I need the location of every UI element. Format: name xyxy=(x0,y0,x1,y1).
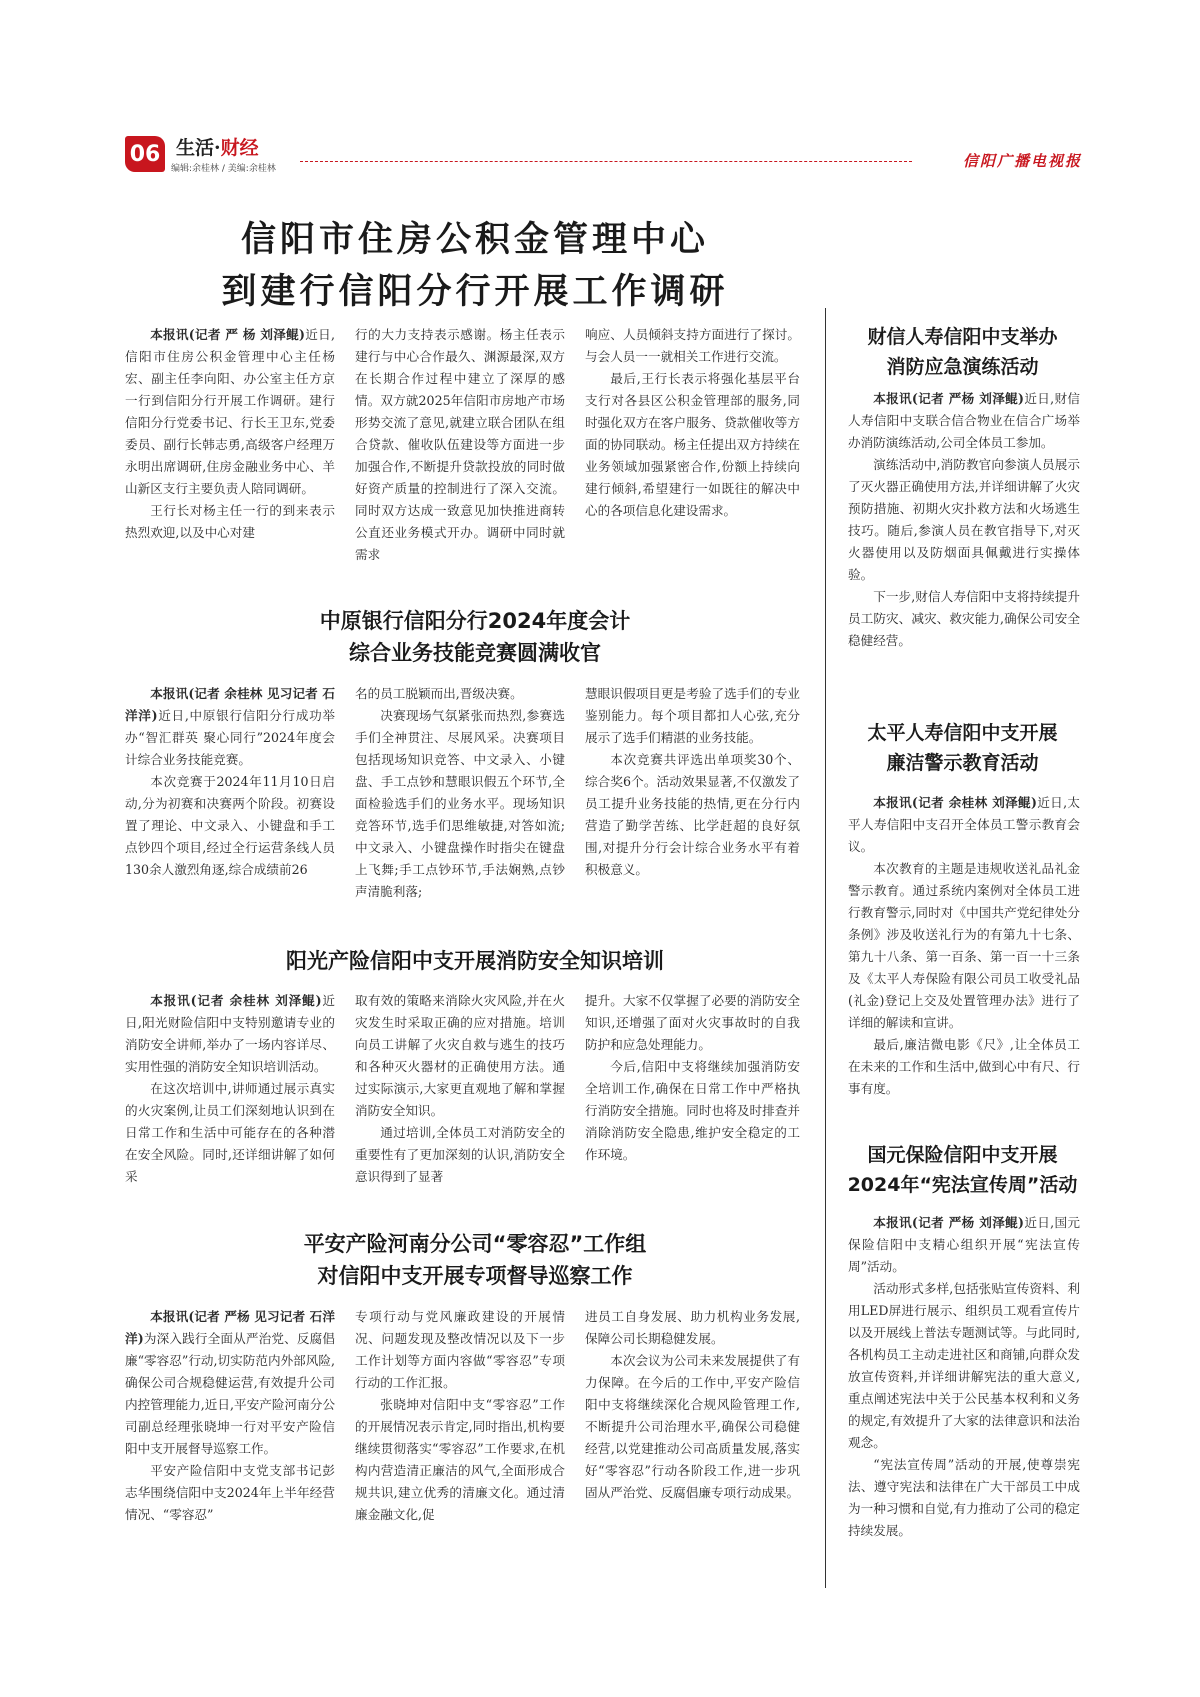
article2-byline: 本报讯(记者 余桂林 见习记者 石洋洋) xyxy=(125,686,335,723)
page-number: 06 xyxy=(129,141,161,167)
article3-title: 阳光产险信阳中支开展消防安全知识培训 xyxy=(286,949,664,973)
article2-title-line1: 中原银行信阳分行2024年度会计 xyxy=(319,609,631,633)
article3-col2-para1: 通过培训,全体员工对消防安全的重要性有了更加深刻的认识,消防安全意识得到了显著 xyxy=(355,1125,565,1184)
section-name-b: 财经 xyxy=(220,137,259,159)
side1-para1: 近日,财信人寿信阳中支联合信合物业在信合广场举办消防演练活动,公司全体员工参加。 xyxy=(848,391,1080,450)
article3-col3 xyxy=(585,990,800,1212)
side3-para3: “宪法宣传周”活动的开展,使尊崇宪法、遵守宪法和法律在广大干部员工中成为一种习惯和自觉,有力推动了公司的稳定持续发展。 xyxy=(848,1457,1080,1538)
side1-body xyxy=(848,388,1080,710)
article4-headline xyxy=(130,1228,820,1292)
article4-col2 xyxy=(355,1306,565,1596)
article4-byline: 本报讯(记者 严杨 见习记者 石洋洋) xyxy=(125,1309,335,1346)
article2-para1: 近日,中原银行信阳分行成功举办“智汇群英 聚心同行”2024年度会计综合业务技能竞赛。 xyxy=(125,708,335,767)
side1-headline xyxy=(845,322,1080,382)
paper-name: 信阳广播电视报 xyxy=(963,152,1083,170)
side1-title-line1: 财信人寿信阳中支举办 xyxy=(867,326,1058,348)
article4-para2: 平安产险信阳中支党支部书记彭志华围绕信阳中支2024年上半年经营情况、“零容忍” xyxy=(125,1463,335,1522)
page-number-badge xyxy=(125,136,165,172)
article4-col3 xyxy=(585,1306,800,1596)
article1-headline xyxy=(130,214,820,318)
article4-col3-para0: 进员工自身发展、助力机构业务发展,保障公司长期稳健发展。 xyxy=(585,1309,800,1346)
side1-para3: 下一步,财信人寿信阳中支将持续提升员工防灾、减灾、救灾能力,确保公司安全稳健经营。 xyxy=(848,589,1080,648)
article3-para1: 近日,阳光财险信阳中支特别邀请专业的消防安全讲师,举办了一场内容详尽、实用性强的消防安全知识培训活动。 xyxy=(125,993,335,1074)
article2-col2-para1: 决赛现场气氛紧张而热烈,参赛选手们全神贯注、尽展风采。决赛项目包括现场知识竞答、中文录入、小键盘、手工点钞和慧眼识假五个环节,全面检验选手们的业务水平。现场知识竞答环节,选手们思维敏捷,对答如流;中文录入、小键盘操作时指尖在键盘上飞舞;手工点钞环节,手法娴熟,点钞声清脆利落; xyxy=(355,708,565,899)
section-name-a: 生活· xyxy=(176,137,221,159)
masthead-divider xyxy=(300,161,912,162)
article4-col1 xyxy=(125,1306,335,1596)
article2-para2: 本次竞赛于2024年11月10日启动,分为初赛和决赛两个阶段。初赛设置了理论、中文录入、小键盘和手工点钞四个项目,经过全行运营条线人员130余人激烈角逐,综合成绩前26 xyxy=(125,774,335,877)
side2-title-line1: 太平人寿信阳中支开展 xyxy=(867,722,1058,744)
article3-col3-para0: 提升。大家不仅掌握了必要的消防安全知识,还增强了面对火灾事故时的自我防护和应急处理能力。 xyxy=(585,993,800,1052)
article1-col3-para2: 最后,王行长表示将强化基层平台支行对各县区公积金管理部的服务,同时强化双方在客户服务、贷款催收等方面的协同联动。杨主任提出双方持续在业务领域加强紧密合作,份额上持续向建行倾斜,希望建行一如既往的解决中心的各项信息化建设需求。 xyxy=(585,371,800,518)
side1-para2: 演练活动中,消防教官向参演人员展示了灭火器正确使用方法,并详细讲解了火灾预防措施、初期火灾扑救方法和火场逃生技巧。随后,参演人员在教官指导下,对灭火器使用以及防烟面具佩戴进行实操体验。 xyxy=(848,457,1080,582)
article1-col2 xyxy=(355,324,565,594)
side3-para2: 活动形式多样,包括张贴宣传资料、利用LED屏进行展示、组织员工观看宣传片以及开展线上普法专题测试等。与此同时,各机构员工主动走进社区和商铺,向群众发放宣传资料,并详细讲解宪法的重大意义,重点阐述宪法中关于公民基本权利和义务的规定,有效提升了大家的法律意识和法治观念。 xyxy=(848,1281,1080,1450)
side2-headline xyxy=(845,718,1080,778)
article2-col2 xyxy=(355,683,565,933)
article4-para1: 为深入践行全面从严治党、反腐倡廉“零容忍”行动,切实防范内外部风险,确保公司合规稳健运营,有效提升公司内控管理能力,近日,平安产险河南分公司副总经理张晓坤一行对平安产险信阳中支开展督导巡察工作。 xyxy=(125,1331,335,1456)
side3-title-line2: 2024年“宪法宣传周”活动 xyxy=(847,1174,1078,1196)
side2-para1: 近日,太平人寿信阳中支召开全体员工警示教育会议。 xyxy=(848,795,1080,854)
article4-col2-para0: 专项行动与党风廉政建设的开展情况、问题发现及整改情况以及下一步工作计划等方面内容做“零容忍”专项行动的工作汇报。 xyxy=(355,1309,565,1390)
article3-byline: 本报讯(记者 余桂林 刘泽鲲) xyxy=(150,993,322,1008)
article1-para1: 近日,信阳市住房公积金管理中心主任杨宏、副主任李向阳、办公室主任方京一行到信阳分行开展工作调研。建行信阳分行党委书记、行长王卫东,党委委员、副行长韩志勇,高级客户经理万永明出席调研,住房金融业务中心、羊山新区支行主要负责人陪同调研。 xyxy=(125,327,335,496)
article2-col2-para0: 名的员工脱颖而出,晋级决赛。 xyxy=(355,686,523,701)
article3-para2: 在这次培训中,讲师通过展示真实的火灾案例,让员工们深刻地认识到在日常工作和生活中可能存在的各种潜在安全风险。同时,还详细讲解了如何采 xyxy=(125,1081,335,1184)
article1-col3-para1: 响应、人员倾斜支持方面进行了探讨。与会人员一一就相关工作进行交流。 xyxy=(585,327,800,364)
article3-col2-para0: 取有效的策略来消除火灾风险,并在火灾发生时采取正确的应对措施。培训向员工讲解了火灾自救与逃生的技巧和各种灭火器材的正确使用方法。通过实际演示,大家更直观地了解和掌握消防安全知识。 xyxy=(355,993,565,1118)
side3-title-line1: 国元保险信阳中支开展 xyxy=(867,1144,1058,1166)
article4-col2-para1: 张晓坤对信阳中支“零容忍”工作的开展情况表示肯定,同时指出,机构要继续贯彻落实“零容忍”工作要求,在机构内营造清正廉洁的风气,全面形成合规共识,建立优秀的清廉文化。通过清廉金融文化,促 xyxy=(355,1397,565,1522)
article3-col3-para1: 今后,信阳中支将继续加强消防安全培训工作,确保在日常工作中严格执行消防安全措施。同时也将及时排查并消除消防安全隐患,维护安全稳定的工作环境。 xyxy=(585,1059,800,1162)
side3-para1: 近日,国元保险信阳中支精心组织开展“宪法宣传周”活动。 xyxy=(848,1215,1080,1274)
article1-para2: 王行长对杨主任一行的到来表示热烈欢迎,以及中心对建 xyxy=(125,503,335,540)
article4-title-line1: 平安产险河南分公司“零容忍”工作组 xyxy=(303,1232,647,1256)
article1-byline: 本报讯(记者 严 杨 刘泽鲲) xyxy=(150,327,305,342)
article1-col1 xyxy=(125,324,335,594)
article3-col2 xyxy=(355,990,565,1212)
side2-byline: 本报讯(记者 余桂林 刘泽鲲) xyxy=(873,795,1037,810)
side3-byline: 本报讯(记者 严杨 刘泽鲲) xyxy=(873,1215,1024,1230)
side2-para2: 本次教育的主题是违规收送礼品礼金警示教育。通过系统内案例对全体员工进行教育警示,同时对《中国共产党纪律处分条例》涉及收送礼行为的有第九十七条、第九十八条、第一百条、第一百一十三条及《太平人寿保险有限公司员工收受礼品(礼金)登记上交及处置管理办法》进行了详细的解读和宣讲。 xyxy=(848,861,1080,1030)
editor-credits: 编辑:余桂林 / 美编:余桂林 xyxy=(171,164,276,174)
article2-col3-para1: 本次竞赛共评选出单项奖30个、综合奖6个。活动效果显著,不仅激发了员工提升业务技能的热情,更在分行内营造了勤学苦练、比学赶超的良好氛围,对提升分行会计综合业务水平有着积极意义。 xyxy=(585,752,800,877)
side2-para3: 最后,廉洁微电影《尺》,让全体员工在未来的工作和生活中,做到心中有尺、行事有度。 xyxy=(848,1037,1080,1096)
article2-headline xyxy=(130,605,820,669)
article4-col3-para1: 本次会议为公司未来发展提供了有力保障。在今后的工作中,平安产险信阳中支将继续深化合规风险管理工作,不断提升公司治理水平,确保公司稳健经营,以党建推动公司高质量发展,落实好“零容忍”行动各阶段工作,进一步巩固从严治党、反腐倡廉专项行动成果。 xyxy=(585,1353,800,1500)
side1-byline: 本报讯(记者 严杨 刘泽鲲) xyxy=(873,391,1024,406)
article2-col3 xyxy=(585,683,800,933)
article2-col1 xyxy=(125,683,335,933)
side3-headline xyxy=(845,1140,1080,1200)
article3-col1 xyxy=(125,990,335,1212)
side3-body xyxy=(848,1212,1080,1592)
article2-title-line2: 综合业务技能竞赛圆满收官 xyxy=(349,641,601,665)
article1-title-line1: 信阳市住房公积金管理中心 xyxy=(240,220,709,260)
article1-title-line2: 到建行信阳分行开展工作调研 xyxy=(221,272,729,312)
column-divider xyxy=(825,308,826,1588)
side1-title-line2: 消防应急演练活动 xyxy=(886,356,1039,378)
article4-title-line2: 对信阳中支开展专项督导巡察工作 xyxy=(317,1264,633,1288)
side2-body xyxy=(848,792,1080,1136)
article3-headline xyxy=(130,945,820,977)
side2-title-line2: 廉洁警示教育活动 xyxy=(886,752,1039,774)
article1-col3 xyxy=(585,324,800,594)
article1-col2-text: 行的大力支持表示感谢。杨主任表示建行与中心合作最久、渊源最深,双方在长期合作过程中建立了深厚的感情。双方就2025年信阳市房地产市场形势交流了意见,就建立联合团队在组合贷款、催收队伍建设等方面进一步加强合作,不断提升贷款投放的同时做好资产质量的控制进行了深入交流。同时双方达成一致意见加快推进商转公直还业务模式开办。调研中同时就需求 xyxy=(355,327,565,562)
section-name xyxy=(176,133,259,160)
article2-col3-para0: 慧眼识假项目更是考验了选手们的专业鉴别能力。每个项目都扣人心弦,充分展示了选手们精湛的业务技能。 xyxy=(585,686,800,745)
